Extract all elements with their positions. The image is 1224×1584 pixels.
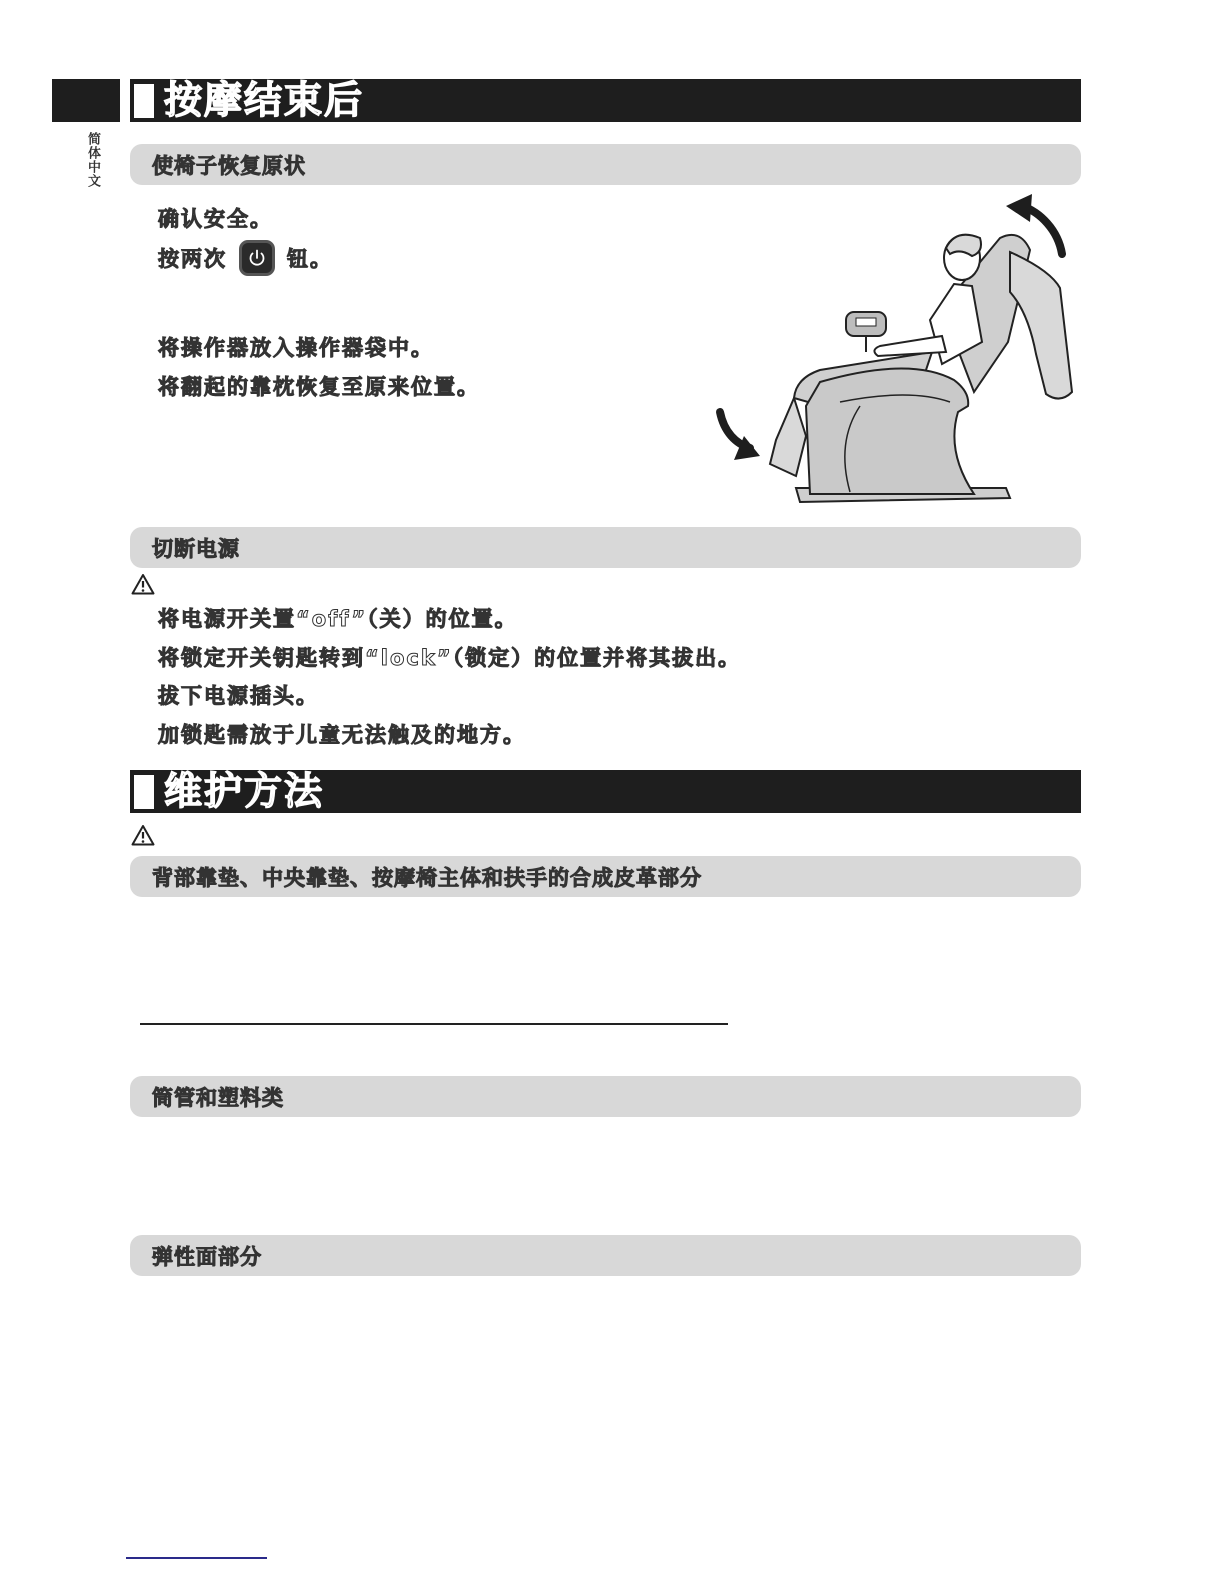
- subsection-title: 切断电源: [152, 536, 240, 561]
- footer-rule: [126, 1557, 267, 1559]
- side-tab: [52, 79, 120, 122]
- subsection-title: 背部靠垫、中央靠垫、按摩椅主体和扶手的合成皮革部分: [152, 865, 702, 890]
- step-line: 将翻起的靠枕恢复至原来位置。: [158, 375, 480, 399]
- step-line: 将锁定开关钥匙转到“lock”（锁定）的位置并将其拔出。: [158, 646, 742, 670]
- subsection-title: 弹性面部分: [152, 1244, 262, 1269]
- language-label: 简体中文: [85, 132, 100, 188]
- power-icon: [239, 240, 275, 276]
- subsection-bar: [130, 1076, 1081, 1117]
- subsection-bar: [130, 144, 1081, 185]
- section-title-bar: [130, 770, 1081, 813]
- section-title-bar: [130, 79, 1081, 122]
- subsection-title: 使椅子恢复原状: [152, 153, 306, 178]
- title-marker: [134, 84, 154, 118]
- warning-triangle-icon: [131, 824, 155, 846]
- step-text: 按两次: [158, 247, 227, 271]
- warning-triangle-icon: [131, 573, 155, 595]
- subsection-bar: [130, 1235, 1081, 1276]
- step-text: 钮。: [287, 247, 333, 271]
- subsection-bar: [130, 856, 1081, 897]
- step-line: 拔下电源插头。: [158, 684, 319, 708]
- section-title: 维护方法: [164, 769, 325, 813]
- title-marker: [134, 775, 154, 809]
- step-line-power: [158, 242, 333, 278]
- step-line: 将操作器放入操作器袋中。: [158, 336, 434, 360]
- section-title: 按摩结束后: [164, 78, 365, 122]
- massage-chair-illustration: [710, 192, 1080, 510]
- step-line: 确认安全。: [158, 207, 273, 231]
- step-line: 将电源开关置“off”（关）的位置。: [158, 607, 518, 631]
- subsection-bar: [130, 527, 1081, 568]
- divider: [140, 1023, 728, 1025]
- step-line: 加锁匙需放于儿童无法触及的地方。: [158, 723, 526, 747]
- subsection-title: 筒管和塑料类: [152, 1085, 284, 1110]
